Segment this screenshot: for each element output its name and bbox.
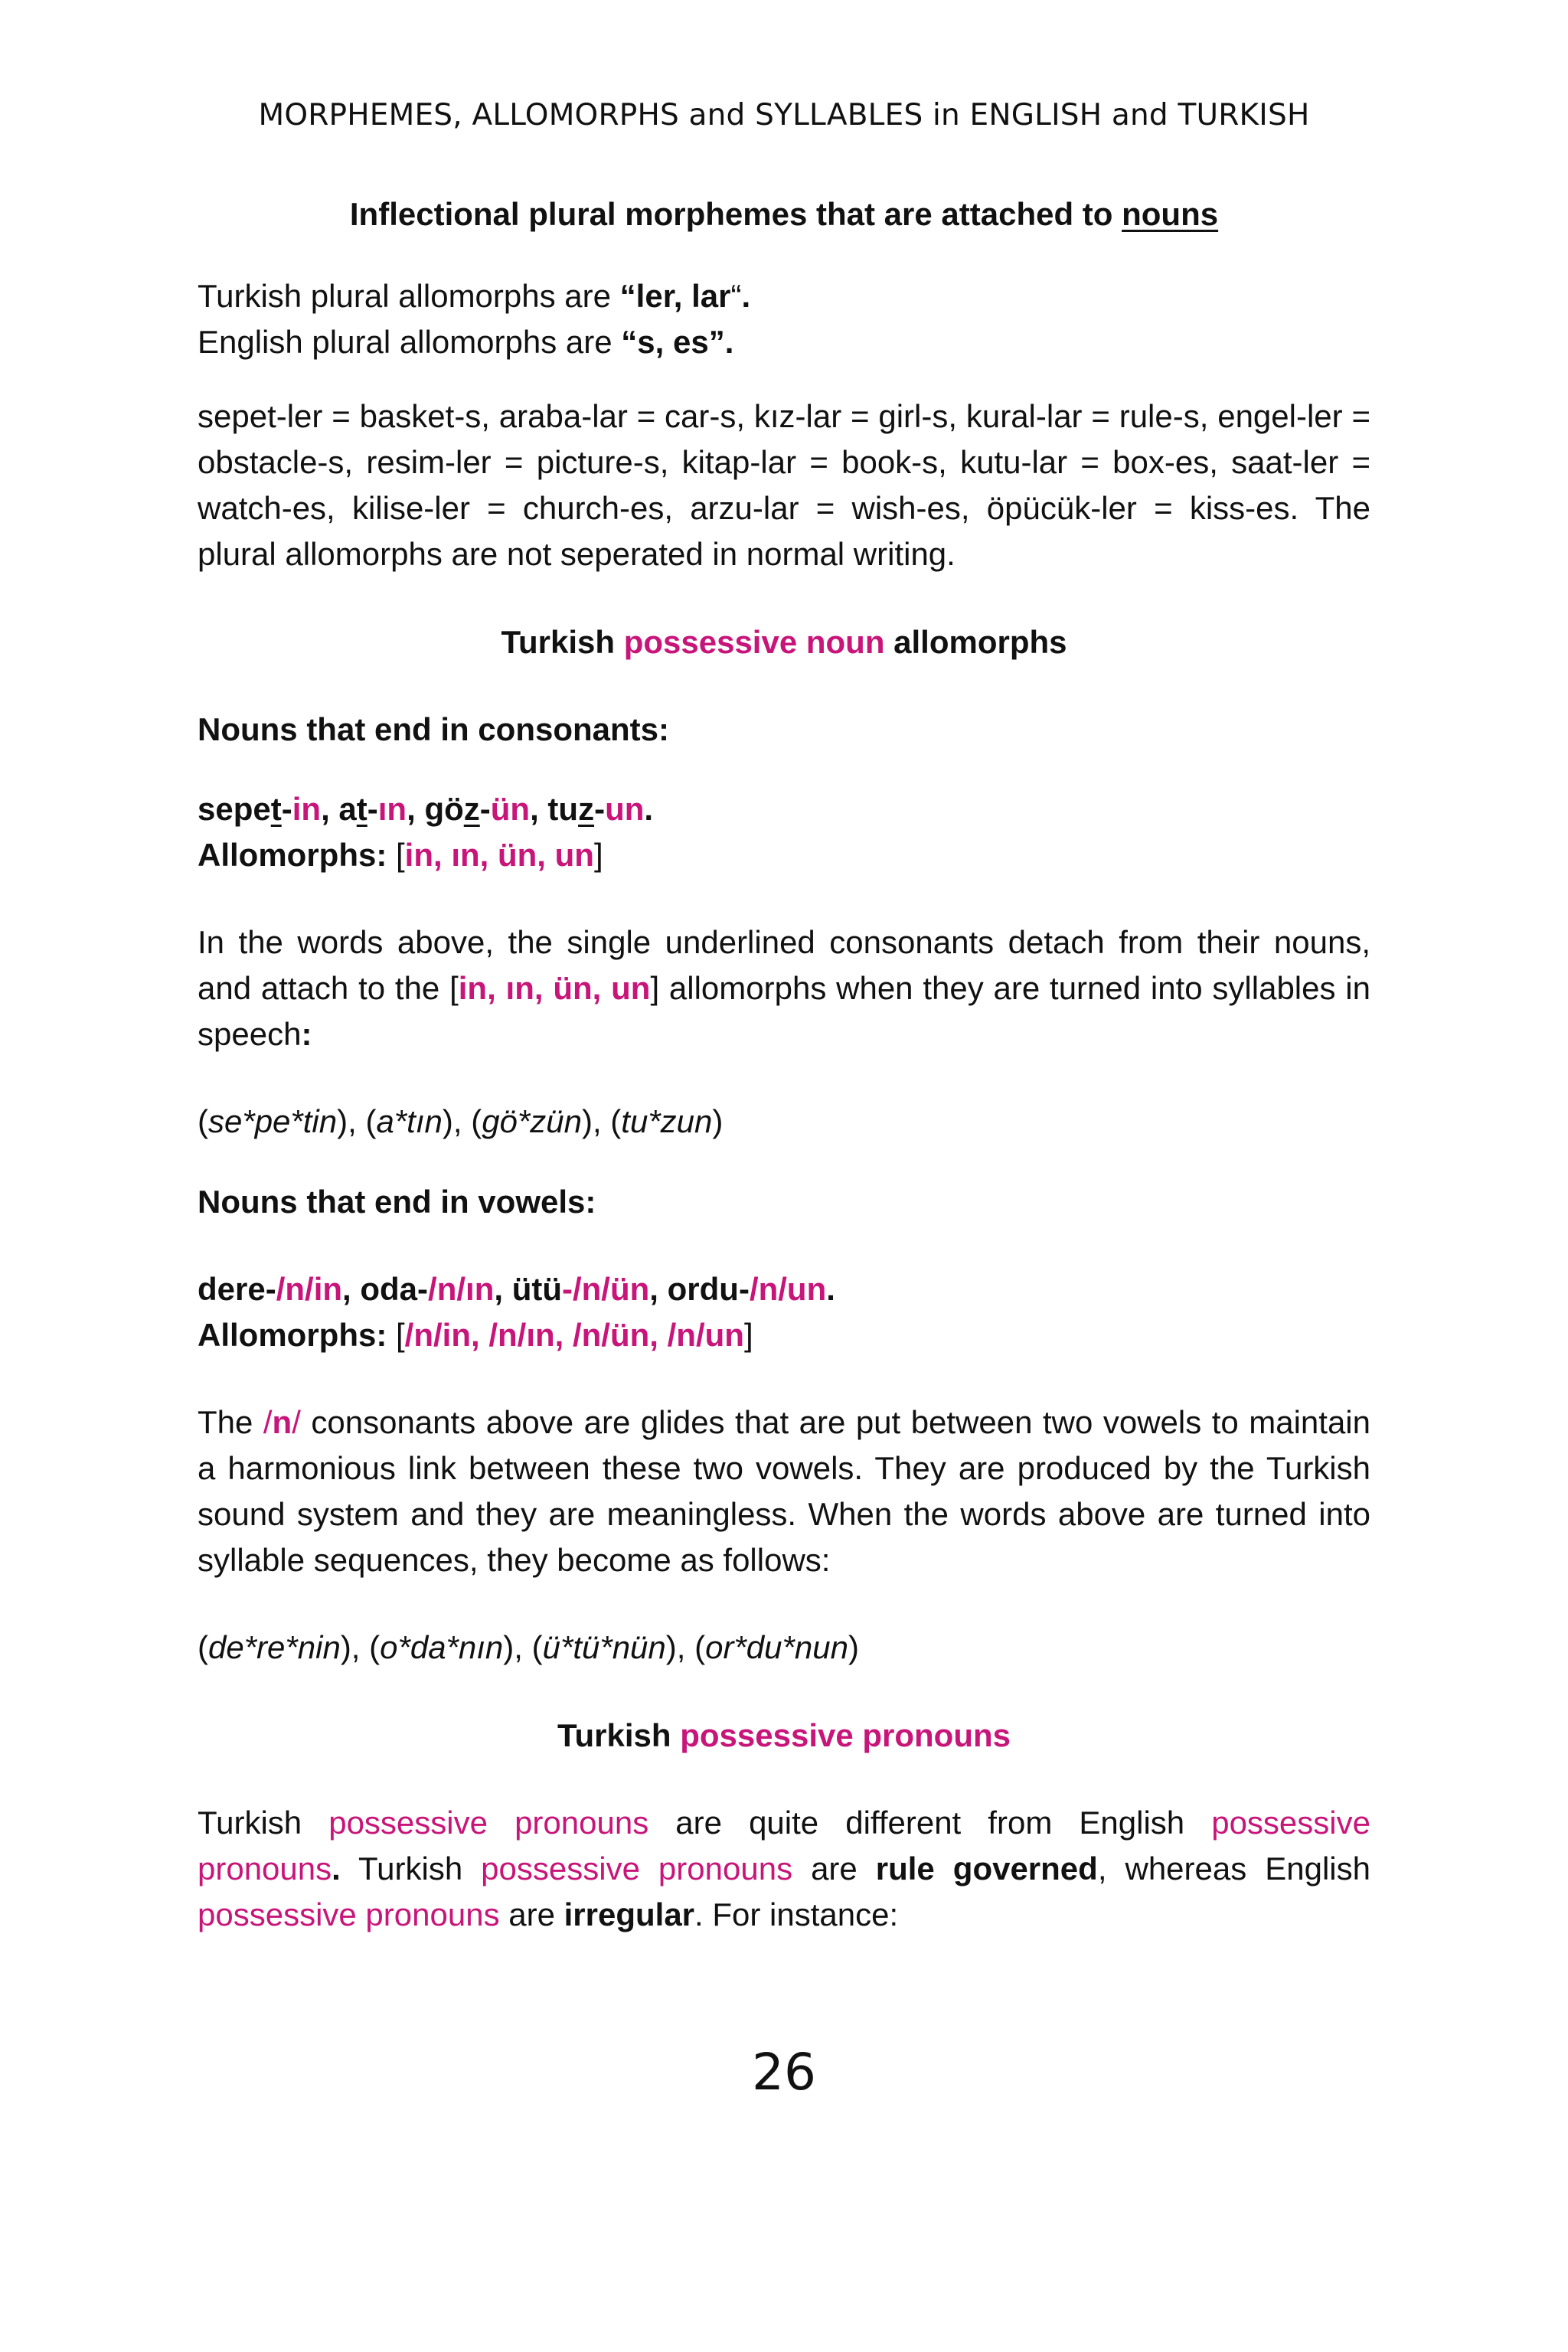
running-head: MORPHEMES, ALLOMORPHS and SYLLABLES in ENGLISH and TURKISH xyxy=(258,98,1310,132)
syllable-group xyxy=(365,1103,471,1139)
possessive-suffix: ın xyxy=(377,791,407,827)
open-paren: ( xyxy=(610,1103,622,1139)
syllable-group xyxy=(532,1629,694,1665)
plural-examples-paragraph: sepet-ler = basket-s, araba-lar = car-s, kız-lar = girl-s, kural-lar = rule-s, engel-ler = obstacle-s, resim-ler = picture-s, kitap-lar = book-s, kutu-lar = box-es, saat-ler = watch-es, kilise-ler = church-es, arzu-lar = wish-es, öpücük-ler = kiss-es. The plural allomorphs are not seperated in normal writing. xyxy=(198,398,1370,572)
syllable-sequence: tu*zun xyxy=(621,1103,713,1139)
close-paren: ), xyxy=(581,1103,611,1139)
hyphen: - xyxy=(479,791,491,827)
word-stem: oda- xyxy=(360,1271,429,1307)
example-word xyxy=(198,1271,360,1307)
example-word xyxy=(512,1271,668,1307)
english-plural-line: English plural allomorphs are “s, es”. xyxy=(198,324,734,360)
example-word xyxy=(198,791,338,827)
hyphen: - xyxy=(281,791,292,827)
underlined-consonant: z xyxy=(578,791,595,827)
separator: . xyxy=(644,791,654,827)
separator: , xyxy=(530,791,548,827)
vowel-nouns-heading: Nouns that end in vowels: xyxy=(198,1184,596,1220)
open-paren: ( xyxy=(694,1629,706,1665)
section-heading-plural: Inflectional plural morphemes that are attached to nouns xyxy=(349,196,1219,232)
separator: , xyxy=(649,1271,668,1307)
word-stem: dere- xyxy=(198,1271,276,1307)
open-paren: ( xyxy=(365,1103,377,1139)
open-paren: ( xyxy=(369,1629,381,1665)
section-heading-possessive-pronouns: Turkish possessive pronouns xyxy=(557,1717,1011,1753)
syllable-sequence: or*du*nun xyxy=(705,1629,848,1665)
word-stem: gö xyxy=(424,791,464,827)
example-word xyxy=(668,1271,835,1307)
close-paren: ), xyxy=(503,1629,532,1665)
consonant-allomorphs-line: Allomorphs: [in, ın, ün, un] xyxy=(198,837,603,873)
close-paren: ), xyxy=(442,1103,472,1139)
example-word xyxy=(360,1271,511,1307)
word-stem: sepe xyxy=(198,791,271,827)
consonant-examples-line xyxy=(198,786,1370,832)
possessive-pronouns-paragraph: Turkish possessive pronouns are quite different from English possessive pronouns. Turkish possessive pronouns are rule governed, whereas English possessive pronouns are irregular. For instance: xyxy=(198,1805,1370,1932)
example-word xyxy=(338,791,424,827)
separator: , xyxy=(494,1271,512,1307)
consonant-explanation-paragraph: In the words above, the single underlined consonants detach from their nouns, and attach to the [in, ın, ün, un] allomorphs when they are turned into syllables in speech: xyxy=(198,924,1370,1052)
example-word xyxy=(547,791,653,827)
underlined-consonant: t xyxy=(356,791,368,827)
glide-explanation-paragraph: The /n/ consonants above are glides that are put between two vowels to maintain a harmonious link between these two vowels. They are produced by the Turkish sound system and they are meaningless. When the words above are turned into syllable sequences, they become as follows: xyxy=(198,1404,1370,1578)
syllable-group xyxy=(471,1103,610,1139)
open-paren: ( xyxy=(531,1629,543,1665)
close-paren: ) xyxy=(712,1103,724,1139)
possessive-suffix: ün xyxy=(490,791,531,827)
possessive-suffix: un xyxy=(605,791,645,827)
close-paren: ), xyxy=(337,1103,366,1139)
word-stem: ütü xyxy=(511,1271,562,1307)
syllable-sequence: o*da*nın xyxy=(380,1629,504,1665)
underlined-consonant: t xyxy=(270,791,282,827)
close-paren: ), xyxy=(665,1629,695,1665)
word-stem: a xyxy=(338,791,357,827)
syllable-group xyxy=(369,1629,531,1665)
section-heading-possessive-noun: Turkish possessive noun allomorphs xyxy=(501,624,1067,660)
vowel-examples-line xyxy=(198,1266,1370,1312)
close-paren: ) xyxy=(848,1629,859,1665)
possessive-suffix: -/n/ün xyxy=(562,1271,650,1307)
consonant-nouns-heading: Nouns that end in consonants: xyxy=(198,711,669,747)
example-word xyxy=(424,791,547,827)
word-stem: tu xyxy=(547,791,579,827)
possessive-suffix: /n/ın xyxy=(428,1271,495,1307)
syllable-sequence: se*pe*tin xyxy=(208,1103,338,1139)
turkish-plural-line: Turkish plural allomorphs are “ler, lar“. xyxy=(198,278,751,314)
separator: , xyxy=(407,791,425,827)
separator: . xyxy=(826,1271,835,1307)
hyphen: - xyxy=(367,791,378,827)
syllable-sequence: de*re*nin xyxy=(208,1629,341,1665)
syllable-sequence: a*tın xyxy=(376,1103,443,1139)
open-paren: ( xyxy=(471,1103,482,1139)
word-stem: ordu- xyxy=(667,1271,750,1307)
consonant-syllables-line xyxy=(198,1099,1370,1145)
open-paren: ( xyxy=(198,1629,208,1665)
vowel-syllables-line xyxy=(198,1625,1370,1671)
hyphen: - xyxy=(594,791,606,827)
possessive-suffix: in xyxy=(292,791,322,827)
underlined-consonant: z xyxy=(463,791,480,827)
syllable-sequence: ü*tü*nün xyxy=(542,1629,666,1665)
syllable-group xyxy=(610,1103,723,1139)
syllable-group xyxy=(198,1103,365,1139)
syllable-group xyxy=(694,1629,859,1665)
page-number: 26 xyxy=(752,2043,816,2102)
open-paren: ( xyxy=(198,1103,208,1139)
separator: , xyxy=(342,1271,361,1307)
syllable-sequence: gö*zün xyxy=(482,1103,582,1139)
syllable-group xyxy=(198,1629,369,1665)
separator: , xyxy=(321,791,339,827)
close-paren: ), xyxy=(340,1629,370,1665)
nouns-underlined: nouns xyxy=(1122,196,1219,232)
vowel-allomorphs-line: Allomorphs: [/n/in, /n/ın, /n/ün, /n/un] xyxy=(198,1317,753,1353)
possessive-suffix: /n/in xyxy=(276,1271,343,1307)
page-body xyxy=(198,191,1370,1938)
possessive-suffix: /n/un xyxy=(749,1271,827,1307)
